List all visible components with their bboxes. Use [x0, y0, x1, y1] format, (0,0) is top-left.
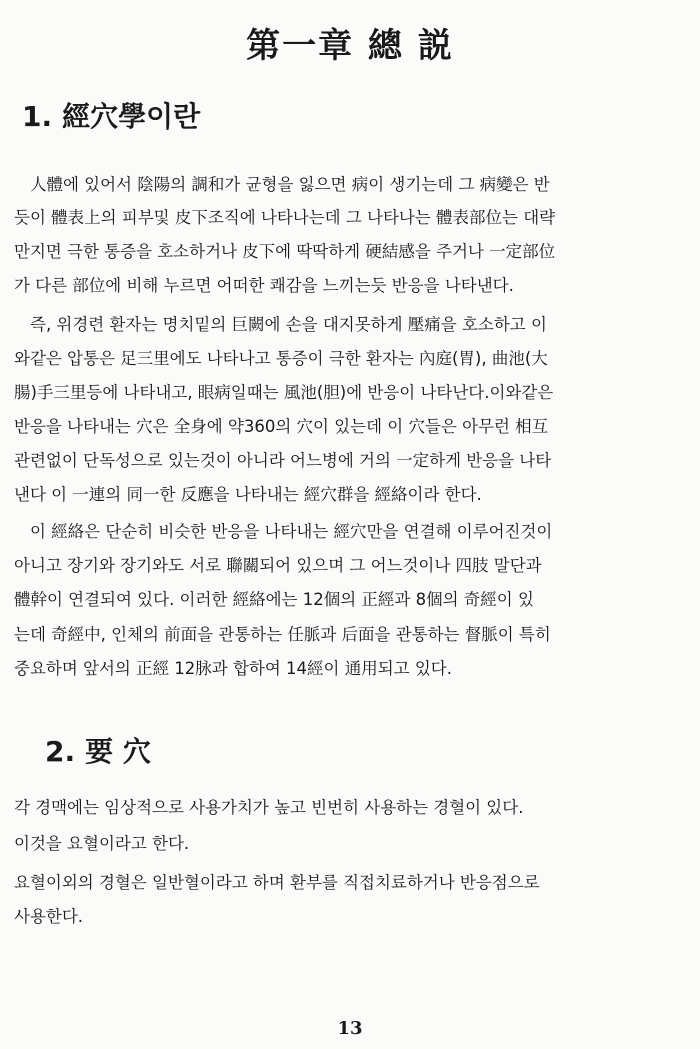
body-line: 즉, 위경련 환자는 명치밑의 巨闕에 손을 대지못하게 壓痛을 호소하고 이 [30, 315, 547, 334]
body-line: 人體에 있어서 陰陽의 調和가 균형을 잃으면 病이 생기는데 그 病變은 반 [30, 175, 550, 194]
section-2-heading [45, 730, 151, 770]
body-line: 요혈이외의 경혈은 일반혈이라고 하며 환부를 직접치료하거나 반응점으로 [14, 873, 540, 892]
body-line: 사용한다. [14, 907, 84, 926]
body-line: 가 다른 部位에 비해 누르면 어떠한 쾌감을 느끼는듯 반응을 나타낸다. [14, 276, 514, 295]
body-line: 와같은 압통은 足三里에도 나타나고 통증이 극한 환자는 內庭(胃), 曲池(大 [14, 349, 548, 368]
body-line: 중요하며 앞서의 正經 12脉과 합하여 14經이 通用되고 있다. [14, 659, 452, 678]
body-line: 반응을 나타내는 穴은 全身에 약360의 穴이 있는데 이 穴들은 아무런 相互 [14, 417, 549, 436]
section-2-title: 要 穴 [85, 735, 151, 768]
body-line: 아니고 장기와 장기와도 서로 聯關되어 있으며 그 어느것이나 四肢 말단과 [14, 556, 542, 575]
body-line: 관련없이 단독성으로 있는것이 아니라 어느병에 거의 一定하게 반응을 나타 [14, 451, 552, 470]
body-line: 이것을 요혈이라고 한다. [14, 834, 190, 853]
body-line: 는데 奇經中, 인체의 前面을 관통하는 任脈과 后面을 관통하는 督脈이 특히 [14, 625, 551, 644]
chapter-title: 第一章 總 説 [246, 26, 454, 66]
body-line: 만지면 극한 통증을 호소하거나 皮下에 딱딱하게 硬結感을 주거나 一定部位 [14, 242, 556, 261]
page-number: 13 [337, 1018, 363, 1039]
body-line: 腸)手三里등에 나타내고, 眼病일때는 風池(胆)에 반응이 나타난다.이와같은 [14, 383, 554, 402]
section-2-number: 2. [45, 735, 76, 768]
body-line: 듯이 體表上의 피부및 皮下조직에 나타나는데 그 나타나는 體表部位는 대략 [14, 208, 556, 227]
body-line: 體幹이 연결되여 있다. 이러한 經絡에는 12個의 正經과 8個의 奇經이 있 [14, 590, 534, 609]
section-1-title: 經穴學이란 [62, 100, 201, 133]
body-line: 이 經絡은 단순히 비슷한 반응을 나타내는 經穴만을 연결해 이루어진것이 [30, 522, 553, 541]
body-line: 낸다 이 一連의 同一한 反應을 나타내는 經穴群을 經絡이라 한다. [14, 485, 482, 504]
section-1-heading [22, 95, 200, 135]
section-1-number: 1. [22, 100, 53, 133]
body-line: 각 경맥에는 임상적으로 사용가치가 높고 빈번히 사용하는 경혈이 있다. [14, 798, 524, 817]
